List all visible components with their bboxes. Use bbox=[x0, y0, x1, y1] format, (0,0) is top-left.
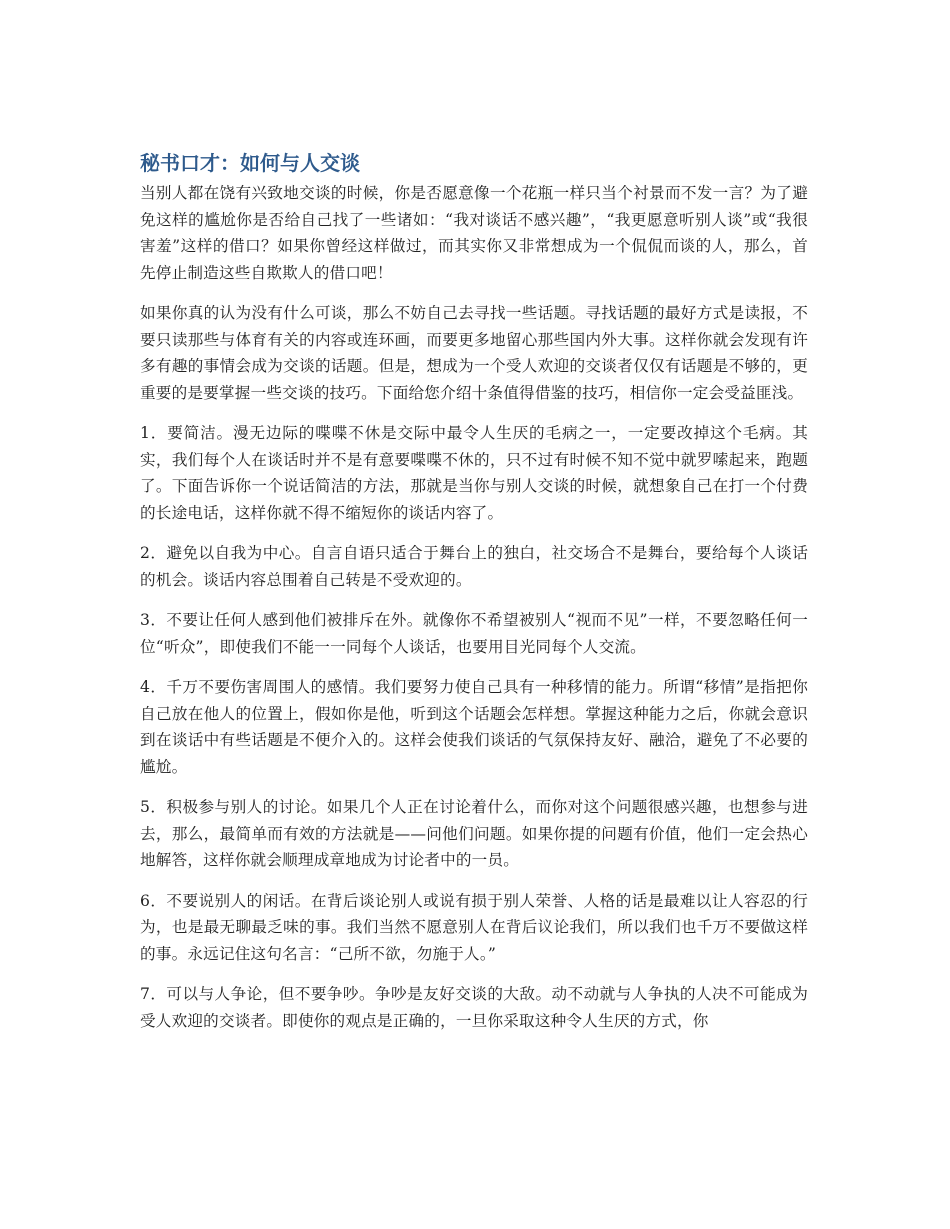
tip-2-paragraph: 2．避免以自我为中心。自言自语只适合于舞台上的独白，社交场合不是舞台，要给每个人谈话的机会。谈话内容总围着自己转是不受欢迎的。 bbox=[140, 544, 808, 589]
tip-5-paragraph: 5．积极参与别人的讨论。如果几个人正在讨论着什么，而你对这个问题很感兴趣，也想参与进去，那么，最简单而有效的方法就是——问他们问题。如果你提的问题有价值，他们一定会热心地解答，这样你就会顺理成章地成为讨论者中的一员。 bbox=[140, 798, 808, 869]
intro-paragraph: 当别人都在饶有兴致地交谈的时候，你是否愿意像一个花瓶一样只当个衬景而不发一言？为了避免这样的尴尬你是否给自己找了一些诸如：“我对谈话不感兴趣”，“我更愿意听别人谈”或“我很害羞”这样的借口？如果你曾经这样做过，而其实你又非常想成为一个侃侃而谈的人，那么，首先停止制造这些自欺欺人的借口吧！ bbox=[140, 184, 808, 282]
tip-1-paragraph: 1．要简洁。漫无边际的喋喋不休是交际中最令人生厌的毛病之一，一定要改掉这个毛病。其实，我们每个人在谈话时并不是有意要喋喋不休的，只不过有时候不知不觉中就罗嗦起来，跑题了。下面告诉你一个说话简洁的方法，那就是当你与别人交谈的时候，就想象自己在打一个付费的长途电话，这样你就不得不缩短你的谈话内容了。 bbox=[140, 424, 808, 522]
document-page bbox=[140, 148, 808, 1048]
tip-6-paragraph: 6．不要说别人的闲话。在背后谈论别人或说有损于别人荣誉、人格的话是最难以让人容忍的行为，也是最无聊最乏味的事。我们当然不愿意别人在背后议论我们，所以我们也千万不要做这样的事。永远记住这句名言：“己所不欲，勿施于人。” bbox=[140, 891, 808, 963]
tip-3-paragraph: 3．不要让任何人感到他们被排斥在外。就像你不希望被别人“视而不见”一样，不要忽略任何一位“听众”，即使我们不能一一同每个人谈话，也要用目光同每个人交流。 bbox=[140, 611, 808, 656]
tip-7-paragraph: 7．可以与人争论，但不要争吵。争吵是友好交谈的大敌。动不动就与人争执的人决不可能成为受人欢迎的交谈者。即使你的观点是正确的，一旦你采取这种令人生厌的方式，你 bbox=[140, 985, 808, 1030]
page-title: 秘书口才：如何与人交谈 bbox=[140, 151, 360, 175]
context-paragraph: 如果你真的认为没有什么可谈，那么不妨自己去寻找一些话题。寻找话题的最好方式是读报，不要只读那些与体育有关的内容或连环画，而要更多地留心那些国内外大事。这样你就会发现有许多有趣的事情会成为交谈的话题。但是，想成为一个受人欢迎的交谈者仅仅有话题是不够的，更重要的是要掌握一些交谈的技巧。下面给您介绍十条值得借鉴的技巧，相信你一定会受益匪浅。 bbox=[140, 304, 808, 402]
tip-4-paragraph: 4．千万不要伤害周围人的感情。我们要努力使自己具有一种移情的能力。所谓“移情”是指把你自己放在他人的位置上，假如你是他，听到这个话题会怎样想。掌握这种能力之后，你就会意识到在谈话中有些话题是不便介入的。这样会使我们谈话的气氛保持友好、融洽，避免了不必要的尴尬。 bbox=[140, 678, 808, 776]
